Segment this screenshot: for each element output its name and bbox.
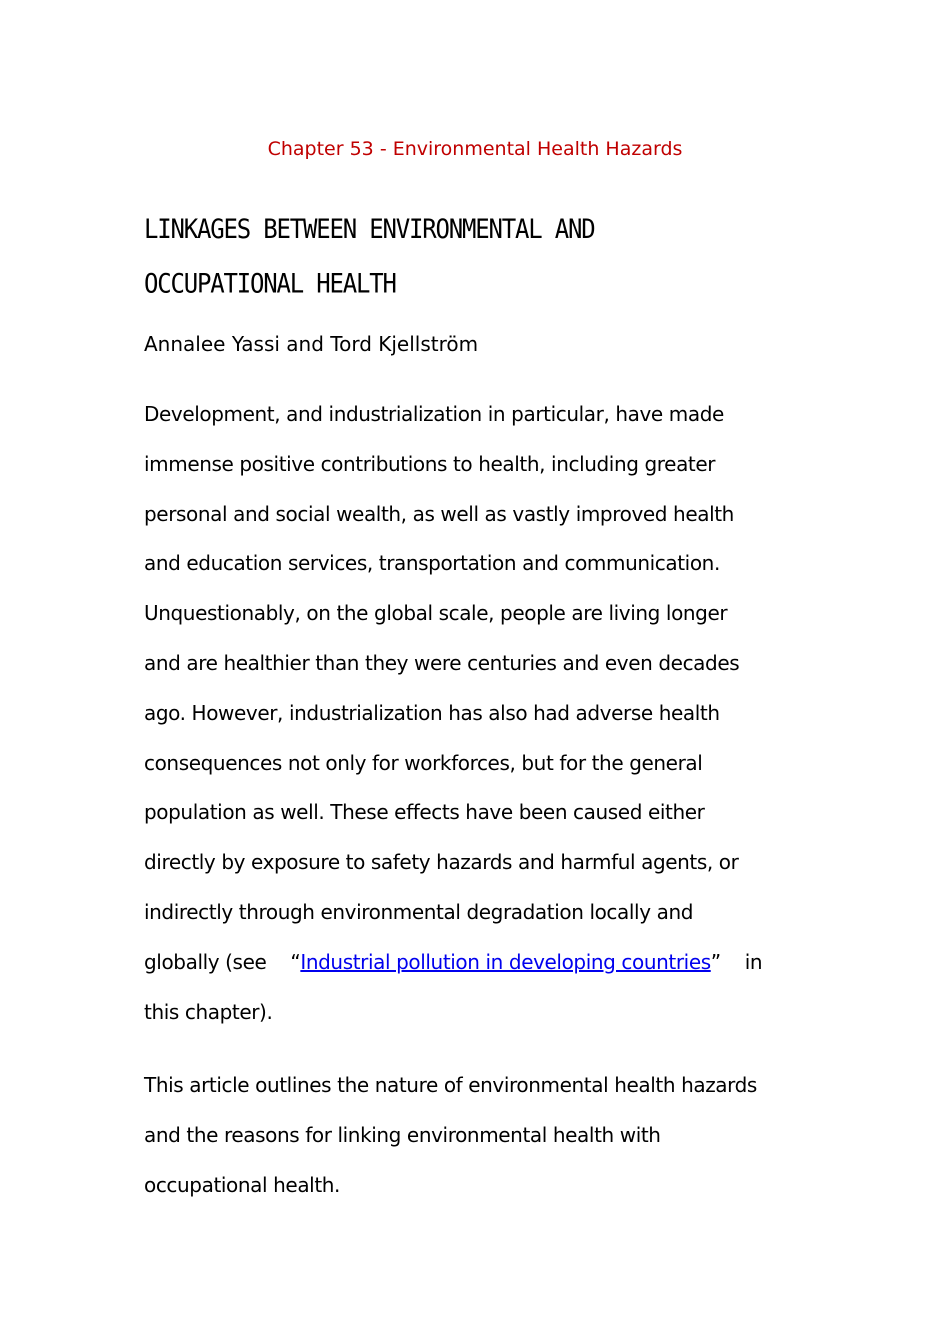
paragraph-line: consequences not only for workforces, but for the general: [144, 750, 703, 775]
article-title-line-1: LINKAGES BETWEEN ENVIRONMENTAL AND: [144, 213, 595, 245]
paragraph-line: This article outlines the nature of environmental health hazards: [144, 1073, 757, 1097]
paragraph-line: this chapter).: [144, 999, 273, 1024]
paragraph-line: Development, and industrialization in particular, have made: [144, 402, 724, 426]
open-quote: “: [290, 949, 301, 974]
paragraph-line: ago. However, industrialization has also had adverse health: [144, 700, 720, 725]
paragraph-2: [144, 1061, 804, 1210]
paragraph-line: occupational health.: [144, 1172, 341, 1197]
paragraph-line: and are healthier than they were centuries and even decades: [144, 650, 740, 675]
industrial-pollution-link[interactable]: Industrial pollution in developing countries: [300, 949, 711, 974]
article-title: [144, 202, 824, 312]
paragraph-1: [144, 390, 804, 1037]
paragraph-line: indirectly through environmental degradation locally and: [144, 899, 694, 924]
close-quote: ”: [710, 949, 721, 974]
link-line-prefix: globally (see: [144, 949, 267, 974]
paragraph-line: and the reasons for linking environmental health with: [144, 1122, 661, 1147]
paragraph-link-line: [144, 938, 804, 988]
link-line-suffix: in: [744, 949, 763, 974]
chapter-heading: Chapter 53 - Environmental Health Hazards: [267, 138, 683, 160]
article-authors: Annalee Yassi and Tord Kjellström: [144, 332, 479, 356]
paragraph-line: immense positive contributions to health, including greater: [144, 451, 716, 476]
paragraph-line: Unquestionably, on the global scale, people are living longer: [144, 601, 728, 626]
paragraph-line: personal and social wealth, as well as vastly improved health: [144, 501, 734, 526]
article-title-line-2: OCCUPATIONAL HEALTH: [144, 268, 396, 300]
paragraph-line: and education services, transportation and communication.: [144, 551, 720, 576]
paragraph-line: population as well. These effects have been caused either: [144, 800, 705, 825]
paragraph-line: directly by exposure to safety hazards and harmful agents, or: [144, 850, 739, 875]
